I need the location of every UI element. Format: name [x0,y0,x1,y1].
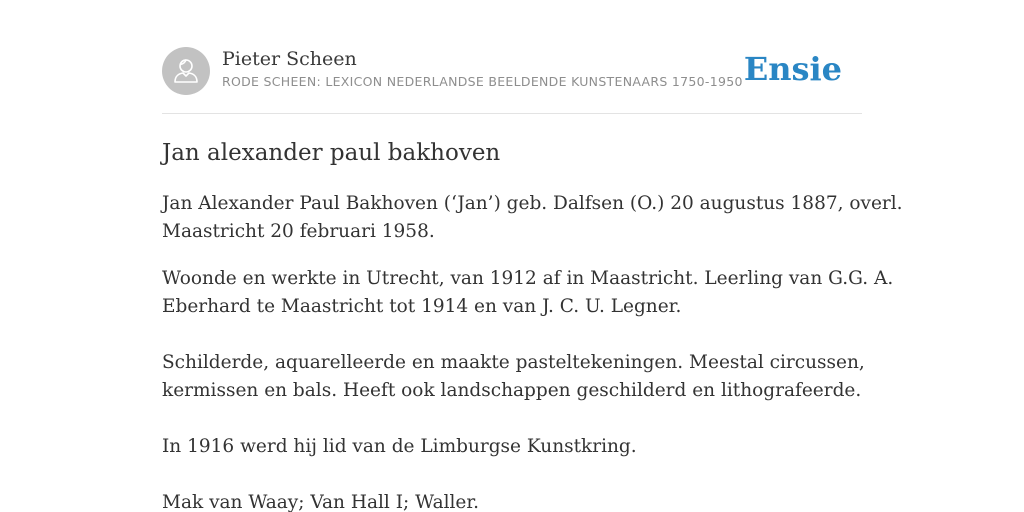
paragraph-line: In 1916 werd hij lid van de Limburgse Kunstkring. [162,436,637,457]
paragraph-membership [162,433,862,461]
article-body [162,190,903,512]
divider [162,113,862,114]
paragraph-line: Mak van Waay; Van Hall I; Waller. [162,492,480,512]
author-name[interactable]: Pieter Scheen [222,48,357,70]
paragraph-line: Jan Alexander Paul Bakhoven (‘Jan’) geb. Dalfsen (O.) 20 augustus 1887, overl. [162,193,903,214]
paragraph-line: Schilderde, aquarelleerde en maakte pasteltekeningen. Meestal circussen, [162,352,865,373]
paragraph-line: Maastricht 20 februari 1958. [162,221,435,242]
source-name[interactable]: RODE SCHEEN: LEXICON NEDERLANDSE BEELDENDE KUNSTENAARS 1750-1950 [222,74,743,89]
paragraph-line: kermissen en bals. Heeft ook landschappen geschilderd en lithografeerde. [162,380,862,401]
paragraph-line: Eberhard te Maastricht tot 1914 en van J. C. U. Legner. [162,296,682,317]
article-title: Jan alexander paul bakhoven [162,140,501,166]
avatar[interactable] [162,47,210,95]
paragraph-birth [162,190,903,246]
paragraph-work [162,349,865,405]
article-header [162,47,862,97]
paragraph-block [162,265,894,512]
brand-logo[interactable]: Ensie [743,50,842,88]
paragraph-references [162,489,862,512]
paragraph-line: Woonde en werkte in Utrecht, van 1912 af in Maastricht. Leerling van G.G. A. [162,268,894,289]
user-icon [162,47,210,95]
paragraph-career [162,265,894,321]
